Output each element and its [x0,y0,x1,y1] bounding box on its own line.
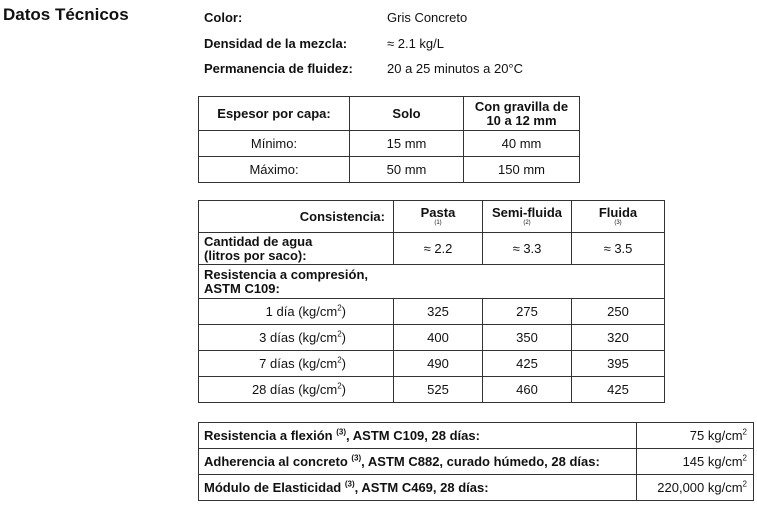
consistency-table [198,200,665,403]
col-semifluida-label: Semi-fluida [491,205,563,220]
max-gravel: 150 mm [464,157,580,183]
adhesion-label-b: , ASTM C882, curado húmedo, 28 días: [361,453,600,469]
col-pasta-note: (1) [434,220,442,226]
adhesion-value-text: 145 kg/cm [682,453,743,469]
elasticity-label-a: Módulo de Elasticidad [204,479,345,495]
flexion-value [637,423,754,449]
water-label-line1: Cantidad de agua [204,233,313,249]
superscript: 2 [742,453,747,463]
flexion-label-b: , ASTM C109, 28 días: [346,427,480,443]
thickness-col-solo: Solo [350,97,464,131]
strength-row-label-text: 7 días (kg/cm [259,355,338,371]
strength-value: 275 [483,299,572,325]
flexion-label-a: Resistencia a flexión [204,427,337,443]
max-solo: 50 mm [350,157,464,183]
strength-row-label [199,299,394,325]
col-fluida [572,201,665,233]
paren: ) [341,329,346,345]
adhesion-value [637,449,754,475]
adhesion-label-a: Adherencia al concreto [204,453,352,469]
min-label: Mínimo: [199,131,350,157]
superscript: 2 [742,427,747,437]
paren: ) [341,381,346,397]
elasticity-label-b: , ASTM C469, 28 días: [354,479,489,495]
elasticity-value [637,475,754,501]
section-heading: Datos Técnicos [3,5,129,24]
color-value: Gris Concreto [387,10,468,25]
mechanical-table [198,422,754,501]
strength-row-label-text: 28 días (kg/cm [251,381,338,397]
col-fluida-note: (3) [614,220,622,226]
strength-value: 490 [394,351,483,377]
strength-value: 400 [394,325,483,351]
strength-label [199,265,394,299]
gravel-header-line1: Con gravilla de [474,98,569,114]
strength-value: 525 [394,377,483,403]
density-label: Densidad de la mezcla: [204,36,348,51]
color-label: Color: [204,10,243,25]
fluidity-value: 20 a 25 minutos a 20°C [387,61,524,76]
paren: ) [341,355,346,371]
col-pasta-label: Pasta [420,205,456,220]
superscript: 2 [742,479,747,489]
strength-label-line1: Resistencia a compresión, [204,266,369,282]
elasticity-label [199,475,637,501]
strength-row-label [199,325,394,351]
strength-row-label [199,351,394,377]
strength-value: 350 [483,325,572,351]
flexion-label [199,423,637,449]
thickness-col-gravel [464,97,580,131]
strength-value: 250 [572,299,665,325]
consistency-header-label: Consistencia: [199,201,394,233]
strength-value: 395 [572,351,665,377]
strength-row-label-text: 1 día (kg/cm [265,303,338,319]
superscript: 2 [337,355,342,365]
min-gravel: 40 mm [464,131,580,157]
superscript: 2 [337,381,342,391]
strength-label-line2: ASTM C109: [204,280,280,296]
thickness-table [198,96,580,183]
water-label [199,233,394,265]
flexion-note: (3) [336,427,347,437]
strength-row-label [199,377,394,403]
col-semifluida-note: (2) [523,220,531,226]
strength-value: 425 [572,377,665,403]
water-semifluida: ≈ 3.3 [483,233,572,265]
col-semifluida [483,201,572,233]
fluidity-label: Permanencia de fluidez: [204,61,353,76]
adhesion-label [199,449,637,475]
water-pasta: ≈ 2.2 [394,233,483,265]
strength-value: 320 [572,325,665,351]
strength-spacer [394,265,665,299]
adhesion-note: (3) [351,453,362,463]
density-value: ≈ 2.1 kg/L [387,36,445,51]
strength-value: 425 [483,351,572,377]
thickness-header-label: Espesor por capa: [199,97,350,131]
strength-row-label-text: 3 días (kg/cm [259,329,338,345]
min-solo: 15 mm [350,131,464,157]
strength-value: 460 [483,377,572,403]
strength-value: 325 [394,299,483,325]
elasticity-note: (3) [344,479,355,489]
col-pasta [394,201,483,233]
max-label: Máximo: [199,157,350,183]
water-label-line2: (litros por saco): [204,247,307,263]
superscript: 2 [337,329,342,339]
superscript: 2 [337,303,342,313]
gravel-header-line2: 10 a 12 mm [486,112,557,128]
col-fluida-label: Fluida [598,205,638,220]
water-fluida: ≈ 3.5 [572,233,665,265]
elasticity-value-text: 220,000 kg/cm [657,479,743,495]
paren: ) [341,303,346,319]
flexion-value-text: 75 kg/cm [689,427,743,443]
